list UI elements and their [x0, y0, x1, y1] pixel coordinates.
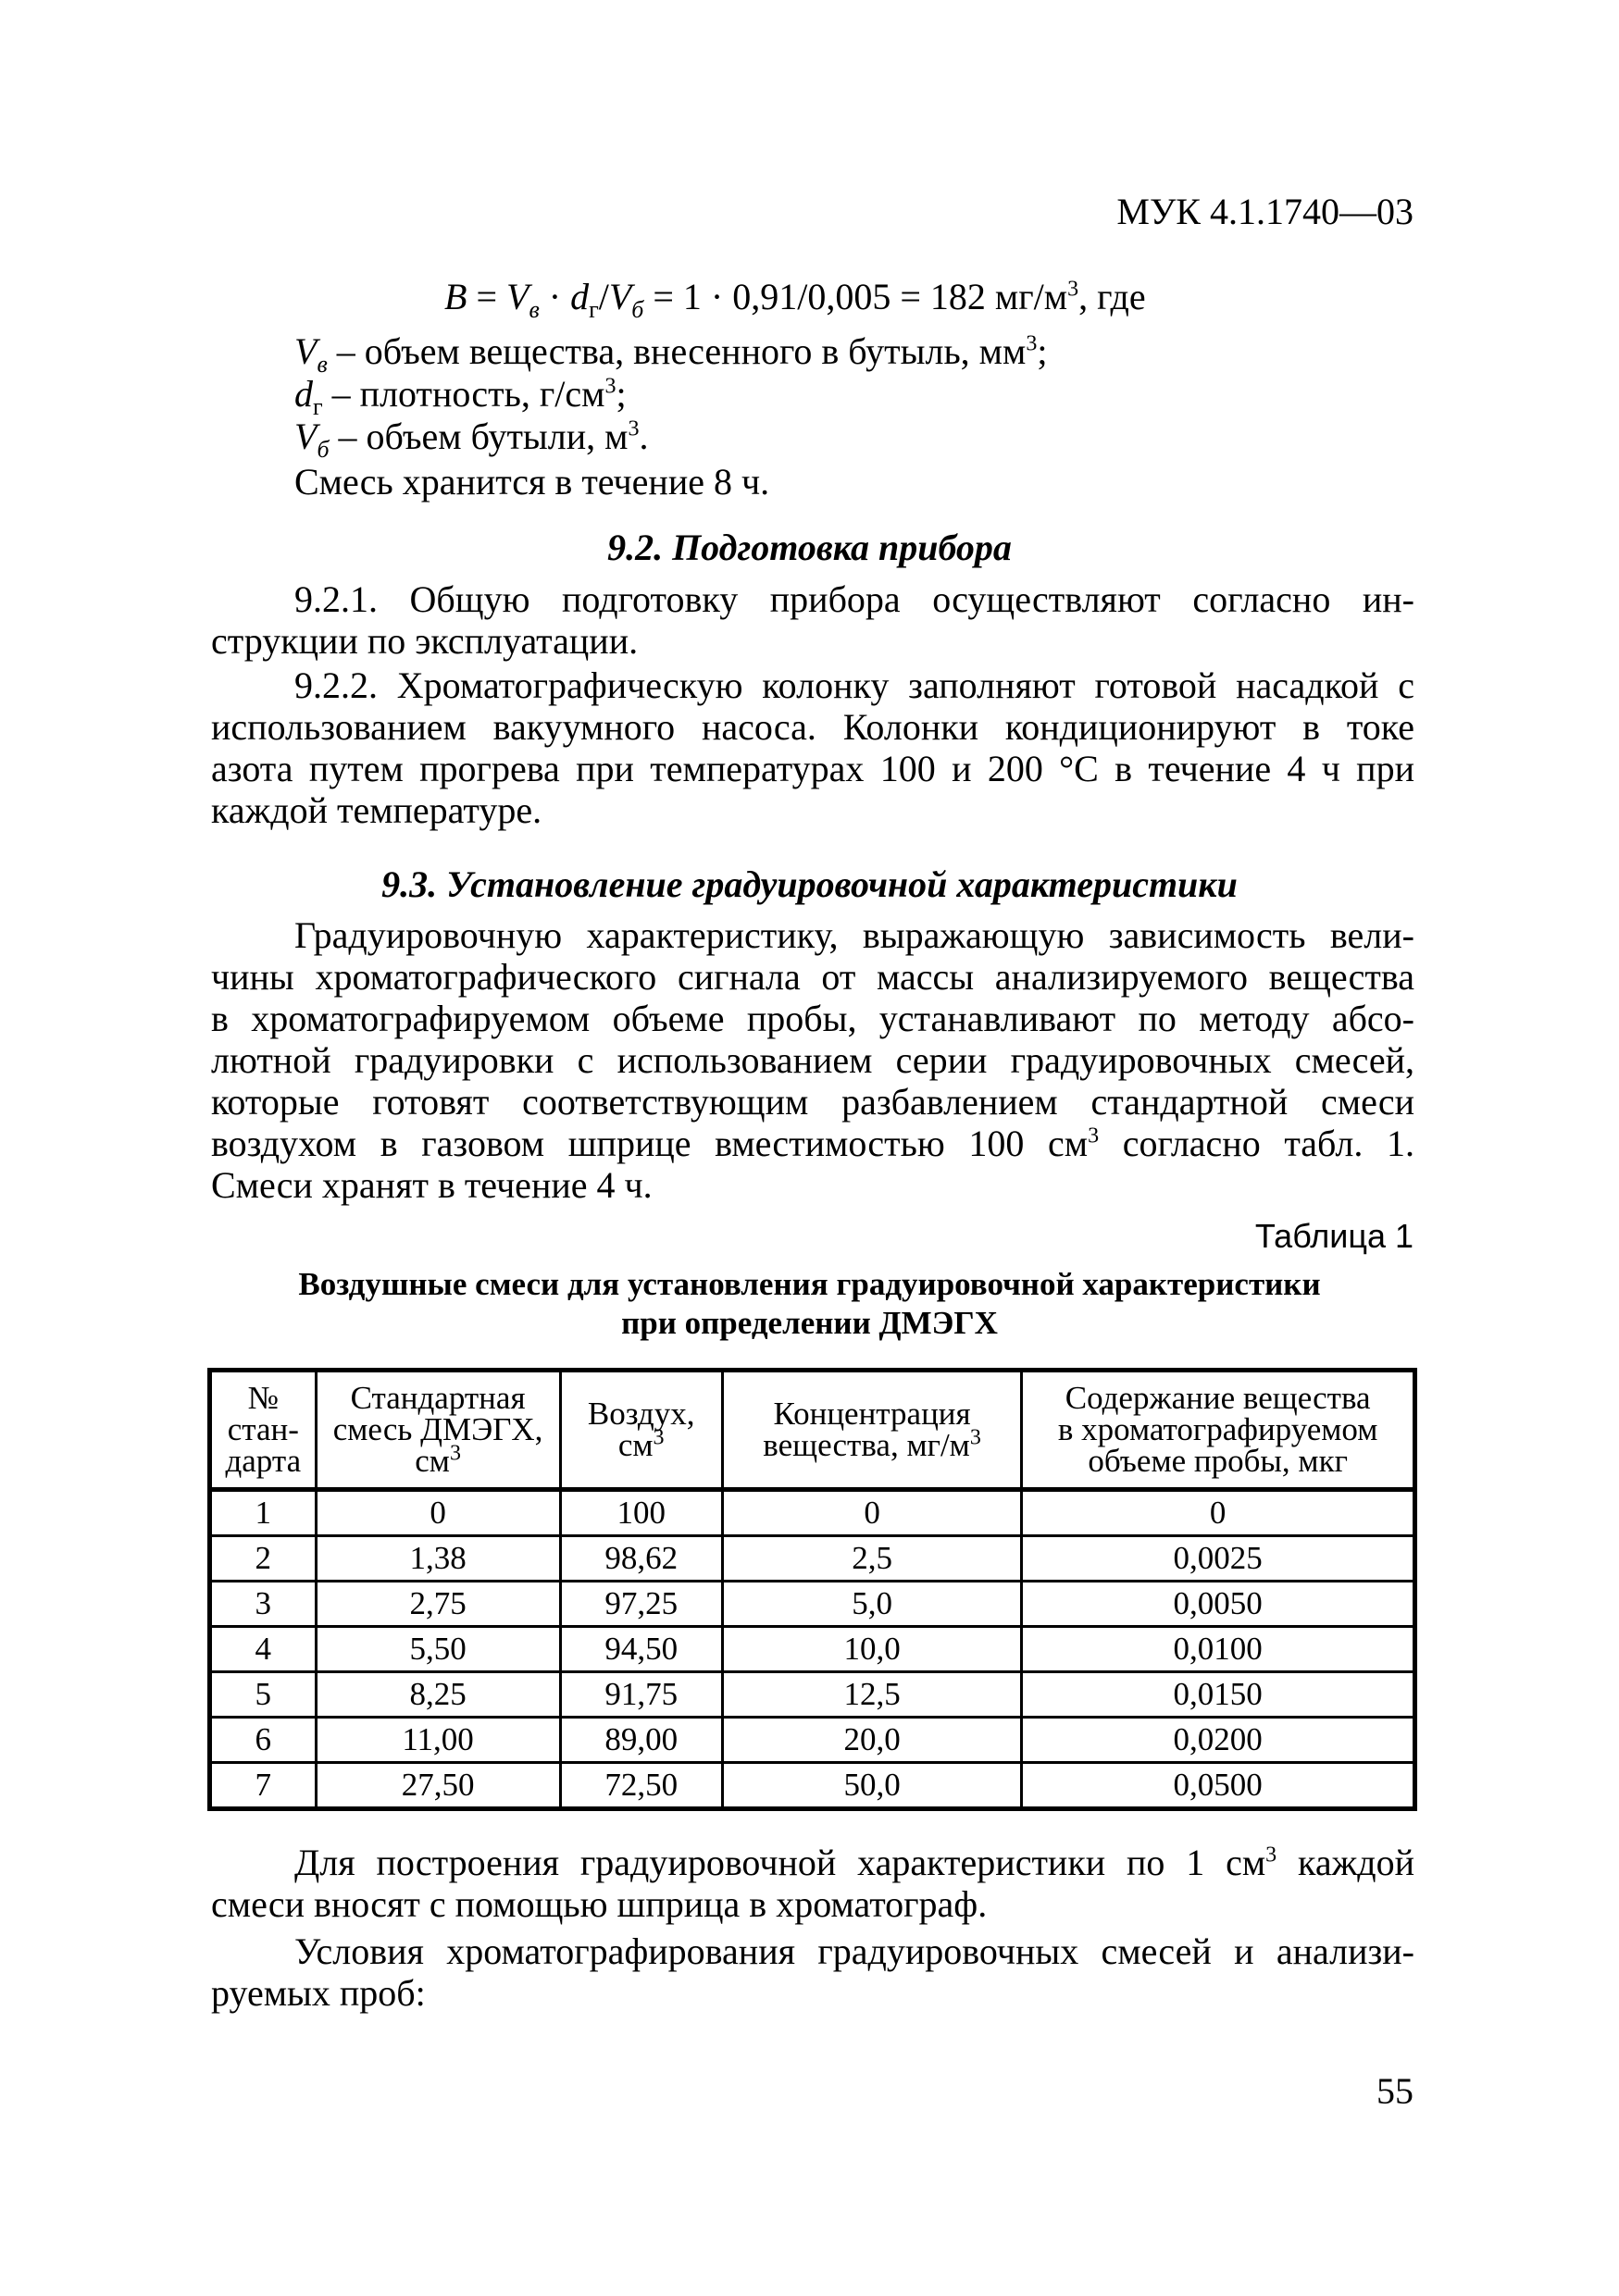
formula-Vv-sub: в: [529, 296, 540, 323]
definition-d: [294, 372, 627, 420]
formula-rest: = 1 · 0,91/0,005 = 182 мг/м: [643, 276, 1068, 317]
table-cell: 3: [210, 1582, 317, 1627]
paragraph-line: которые готовят соответствующим разбавлением стандартной смеси: [211, 1081, 1414, 1123]
header-line: стан-: [227, 1411, 299, 1447]
calibration-mixtures-table: [207, 1368, 1417, 1811]
header-line: дарта: [225, 1443, 302, 1479]
line-sup: 3: [1088, 1123, 1100, 1148]
header-line: объеме пробы, мкг: [1088, 1443, 1348, 1479]
paragraph-line: Градуировочную характеристику, выражающую зависимость вели-: [294, 914, 1414, 956]
def-tail: .: [639, 416, 649, 457]
header-unit: см: [617, 1427, 654, 1463]
def-symbol: V: [294, 330, 318, 372]
formula-slash: /: [598, 276, 609, 317]
formula-B: B: [444, 276, 467, 317]
after-table-paragraph-1: [211, 1842, 1414, 1925]
paragraph-line: Условия хроматографирования градуировочных смесей и анализи-: [294, 1930, 1414, 1972]
header-sup: 3: [969, 1425, 981, 1450]
header-line: Стандартная: [350, 1380, 526, 1416]
header-line: Воздух,: [587, 1396, 695, 1432]
table-cell: 100: [560, 1490, 722, 1536]
table-row: [210, 1490, 1415, 1536]
paragraph-line: [211, 1842, 1414, 1883]
table-title-line-2: при определении ДМЭГХ: [621, 1305, 998, 1341]
table-cell: 5: [210, 1672, 317, 1718]
section-9-2-paragraph-2: [211, 664, 1414, 831]
table-title-line-1: Воздушные смеси для установления градуировочной характеристики: [298, 1266, 1321, 1302]
table-cell: 6: [210, 1718, 317, 1763]
table-row: [210, 1627, 1415, 1672]
table-cell: 5,50: [316, 1627, 560, 1672]
def-tail: ;: [1037, 330, 1048, 372]
table-row: [210, 1536, 1415, 1582]
section-9-2-heading: 9.2. Подготовка прибора: [607, 527, 1012, 568]
def-sup: 3: [1026, 331, 1038, 356]
table-cell: 5,0: [722, 1582, 1022, 1627]
table-cell: 0,0025: [1022, 1536, 1415, 1582]
formula-sup: 3: [1067, 277, 1079, 302]
paragraph-line: 9.2.2. Хроматографическую колонку заполняют готовой насадкой с: [294, 664, 1414, 706]
def-sub: б: [317, 436, 330, 463]
formula-Vb-sub: б: [631, 296, 644, 323]
paragraph-line: использованием вакуумного насоса. Колонки кондиционируют в токе: [211, 706, 1414, 748]
header-substance-content: [1022, 1371, 1415, 1490]
formula-dot: ·: [539, 276, 571, 317]
paragraph-line: 9.2.1. Общую подготовку прибора осуществляют согласно ин-: [294, 578, 1414, 620]
paragraph-line: смеси вносят с помощью шприца в хроматограф.: [211, 1883, 988, 1925]
header-line: в хроматографируемом: [1057, 1411, 1378, 1447]
paragraph-line: чины хроматографического сигнала от массы анализируемого вещества: [211, 956, 1414, 998]
line-sup: 3: [1265, 1843, 1277, 1868]
header-line: Содержание вещества: [1065, 1380, 1371, 1416]
table-cell: 98,62: [560, 1536, 722, 1582]
def-sup: 3: [628, 416, 640, 441]
header-line: Концентрация: [773, 1396, 971, 1432]
def-sub: г: [313, 393, 323, 420]
table-cell: 89,00: [560, 1718, 722, 1763]
def-text: – объем бутыли, м: [329, 416, 629, 457]
table-cell: 0,0050: [1022, 1582, 1415, 1627]
table-row: [210, 1672, 1415, 1718]
table-cell: 0,0100: [1022, 1627, 1415, 1672]
def-text: – объем вещества, внесенного в бутыль, мм: [327, 330, 1027, 372]
table-cell: 10,0: [722, 1627, 1022, 1672]
paragraph-line: каждой температуре.: [211, 789, 542, 831]
def-sup: 3: [604, 374, 616, 399]
paragraph-line: [211, 1123, 1414, 1164]
storage-note: Смесь хранится в течение 8 ч.: [294, 461, 770, 503]
table-cell: 2: [210, 1536, 317, 1582]
table-cell: 94,50: [560, 1627, 722, 1672]
document-code: МУК 4.1.1740—03: [1116, 191, 1414, 232]
header-line: [724, 1425, 1021, 1463]
line-text: воздухом в газовом шприце вместимостью 100 см: [211, 1123, 1089, 1164]
after-table-paragraph-2: [211, 1930, 1414, 2014]
table-cell: 11,00: [316, 1718, 560, 1763]
formula-d: d: [570, 276, 590, 317]
header-concentration: [722, 1371, 1022, 1490]
table-row: [210, 1763, 1415, 1809]
header-line: смесь ДМЭГХ,: [332, 1411, 543, 1447]
header-standard-mixture: [316, 1371, 560, 1490]
paragraph-line: в хроматографируемом объеме пробы, устанавливают по методу абсо-: [211, 998, 1414, 1039]
table-cell: 7: [210, 1763, 317, 1809]
concentration-formula: [444, 275, 1146, 323]
line-text: каждой: [1277, 1842, 1414, 1883]
formula-eq: =: [467, 276, 506, 317]
header-line: [562, 1425, 721, 1463]
table-cell: 20,0: [722, 1718, 1022, 1763]
table-label: Таблица 1: [1254, 1217, 1414, 1255]
table-cell: 1: [210, 1490, 317, 1536]
header-air: [560, 1371, 722, 1490]
page-number: 55: [1376, 2070, 1414, 2112]
table-cell: 12,5: [722, 1672, 1022, 1718]
table-cell: 1,38: [316, 1536, 560, 1582]
table-cell: 2,5: [722, 1536, 1022, 1582]
table-cell: 91,75: [560, 1672, 722, 1718]
header-line: [318, 1441, 559, 1479]
table-cell: 72,50: [560, 1763, 722, 1809]
table-cell: 0,0500: [1022, 1763, 1415, 1809]
definition-vv: [294, 329, 1048, 378]
table-cell: 4: [210, 1627, 317, 1672]
table-cell: 50,0: [722, 1763, 1022, 1809]
section-9-3-paragraph: [211, 914, 1414, 1206]
header-unit: вещества, мг/м: [763, 1427, 970, 1463]
def-text: – плотность, г/см: [322, 373, 605, 415]
table-cell: 0,0150: [1022, 1672, 1415, 1718]
formula-d-sub: г: [589, 296, 599, 323]
formula-Vv: V: [506, 276, 529, 317]
table-header-row: [210, 1371, 1415, 1490]
section-9-2-paragraph-1: [211, 578, 1414, 662]
table-row: [210, 1582, 1415, 1627]
table-cell: 27,50: [316, 1763, 560, 1809]
definition-vb: [294, 415, 649, 463]
line-text: согласно табл. 1.: [1099, 1123, 1415, 1164]
paragraph-line: руемых проб:: [211, 1972, 426, 2014]
formula-tail: , где: [1078, 276, 1146, 317]
formula-Vb: V: [608, 276, 632, 317]
paragraph-line: азота путем прогрева при температурах 100 и 200 °С в течение 4 ч при: [211, 748, 1414, 789]
header-unit: см: [415, 1443, 450, 1479]
header-standard-number: [210, 1371, 317, 1490]
paragraph-line: лютной градуировки с использованием серии градуировочных смесей,: [211, 1039, 1414, 1081]
def-sub: в: [317, 351, 328, 378]
def-tail: ;: [616, 373, 627, 415]
header-sup: 3: [653, 1425, 665, 1450]
def-symbol: d: [294, 373, 313, 415]
header-sup: 3: [449, 1441, 461, 1466]
section-9-3-heading: 9.3. Установление градуировочной характеристики: [381, 863, 1238, 905]
table-cell: 0,0200: [1022, 1718, 1415, 1763]
paragraph-line: струкции по эксплуатации.: [211, 620, 639, 662]
header-line: №: [247, 1380, 279, 1416]
table-cell: 97,25: [560, 1582, 722, 1627]
table-cell: 2,75: [316, 1582, 560, 1627]
table-cell: 0: [1022, 1490, 1415, 1536]
def-symbol: V: [294, 416, 318, 457]
paragraph-line: Смеси хранят в течение 4 ч.: [211, 1164, 653, 1206]
table-cell: 8,25: [316, 1672, 560, 1718]
table-cell: 0: [722, 1490, 1022, 1536]
table-cell: 0: [316, 1490, 560, 1536]
line-text: Для построения градуировочной характеристики по 1 см: [294, 1842, 1266, 1883]
table-row: [210, 1718, 1415, 1763]
